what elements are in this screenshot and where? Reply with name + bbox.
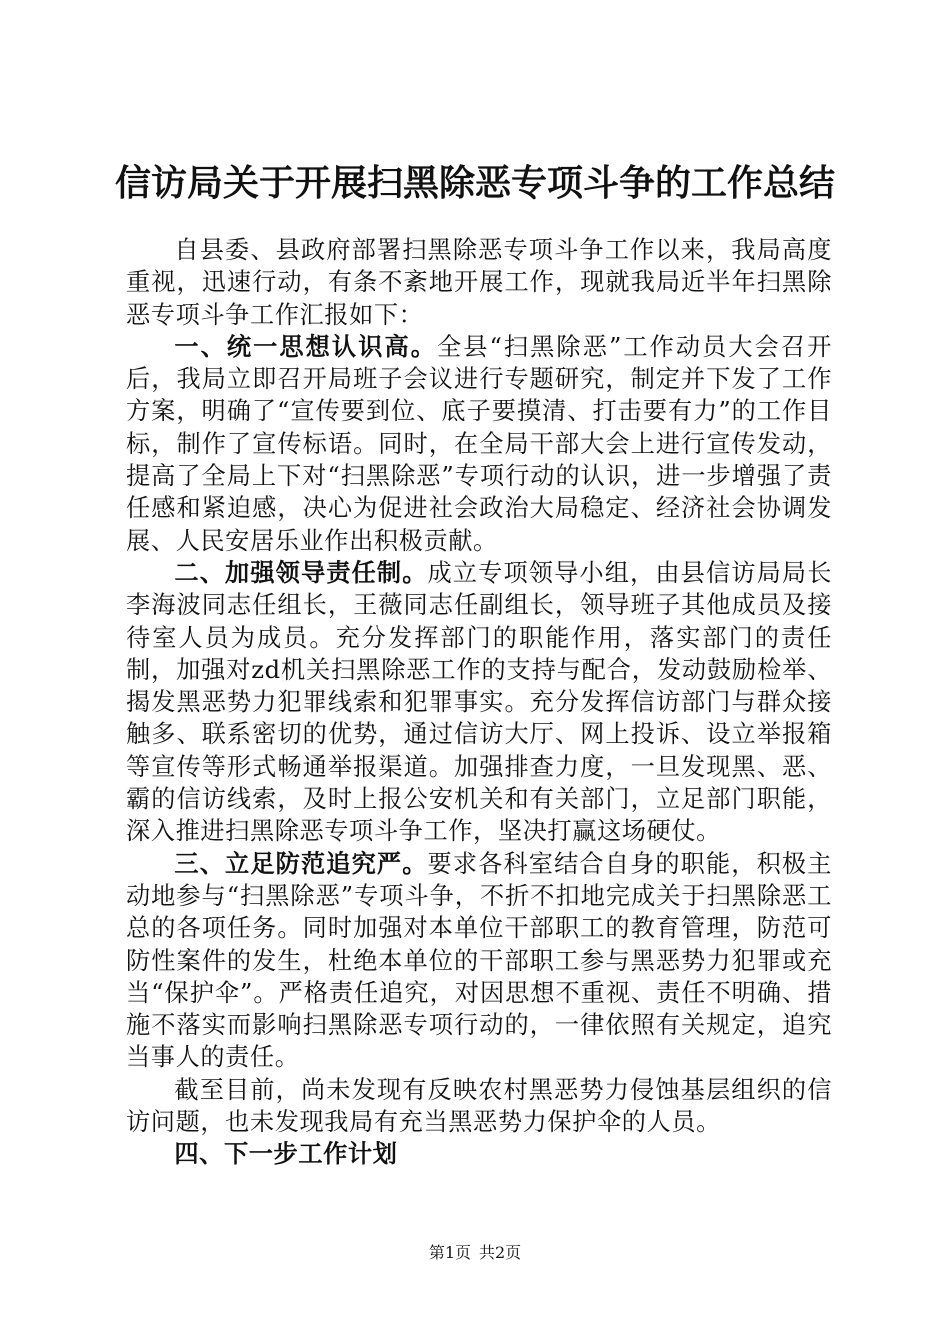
- page-footer: [0, 1242, 950, 1264]
- section-heading-1: 一、统一思想认识高。: [174, 331, 437, 361]
- section-paragraph-2: [126, 557, 832, 848]
- section-paragraph-1: [126, 331, 832, 557]
- section-heading-2: 二、加强领导责任制。: [174, 557, 428, 587]
- document-title: 信访局关于开展扫黑除恶专项斗争的工作总结: [114, 162, 835, 204]
- page-number: 第1页: [428, 1243, 471, 1262]
- closing-paragraph: 截至目前，尚未发现有反映农村黑恶势力侵蚀基层组织的信访问题，也未发现我局有充当黑恶势力保护伞的人员。: [126, 1075, 832, 1137]
- section-heading-4: 四、下一步工作计划: [174, 1139, 398, 1169]
- section-text-2: 成立专项领导小组，由县信访局局长李海波同志任组长，王薇同志任副组长，领导班子其他成员及接待室人员为成员。充分发挥部门的职能作用，落实部门的责任制，加强对zd机关扫黑除恶工作的支持与配合，发动鼓励检举、揭发黑恶势力犯罪线索和犯罪事实。充分发挥信访部门与群众接触多、联系密切的优势，通过信访大厅、网上投诉、设立举报箱等宣传等形式畅通举报渠道。加强排查力度，一旦发现黑、恶、霸的信访线索，及时上报公安机关和有关部门，立足部门职能，深入推进扫黑除恶专项斗争工作，坚决打赢这场硬仗。: [126, 558, 832, 846]
- document-body: [126, 234, 832, 1171]
- section-text-3: 要求各科室结合自身的职能，积极主动地参与“扫黑除恶”专项斗争，不折不扣地完成关于扫黑除恶工总的各项任务。同时加强对本单位干部职工的教育管理，防范可防性案件的发生，杜绝本单位的干部职工参与黑恶势力犯罪或充当“保护伞”。严格责任追究，对因思想不重视、责任不明确、措施不落实而影响扫黑除恶专项行动的，一律依照有关规定，追究当事人的责任。: [126, 849, 832, 1072]
- page-total: 共2页: [479, 1243, 522, 1262]
- section-heading-3: 三、立足防范追究严。: [174, 848, 428, 878]
- intro-paragraph: 自县委、县政府部署扫黑除恶专项斗争工作以来，我局高度重视，迅速行动，有条不紊地开展工作，现就我局近半年扫黑除恶专项斗争工作汇报如下：: [126, 236, 832, 329]
- section-text-1: 全县“扫黑除恶”工作动员大会召开后，我局立即召开局班子会议进行专题研究，制定并下发了工作方案，明确了“宣传要到位、底子要摸清、打击要有力”的工作目标，制作了宣传标语。同时，在全局干部大会上进行宣传发动，提高了全局上下对“扫黑除恶”专项行动的认识，进一步增强了责任感和紧迫感，决心为促进社会政治大局稳定、经济社会协调发展、人民安居乐业作出积极贡献。: [126, 332, 832, 555]
- section-paragraph-3: [126, 848, 832, 1074]
